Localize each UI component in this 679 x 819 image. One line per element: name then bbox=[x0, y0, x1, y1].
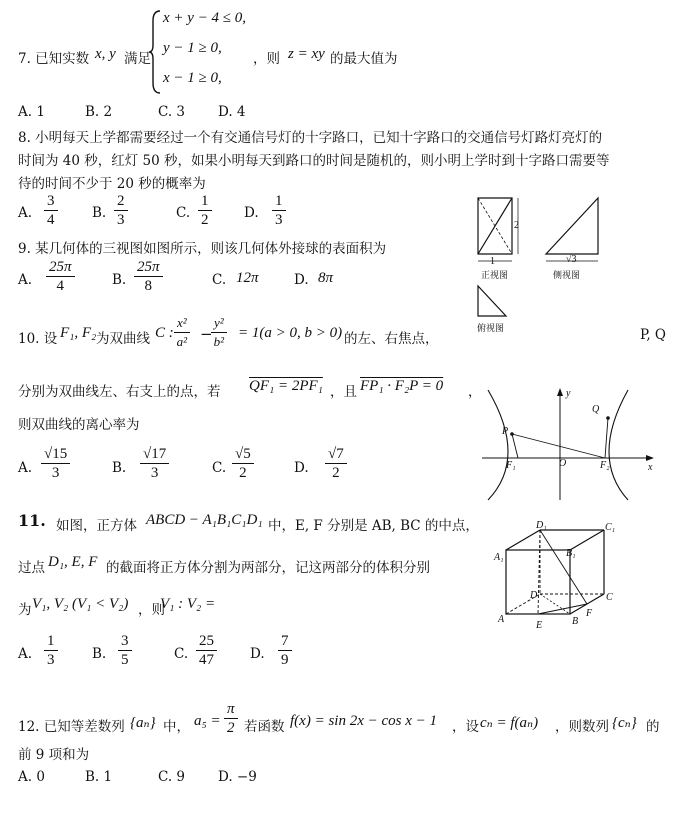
q12-seq: {aₙ} bbox=[130, 715, 156, 731]
q8-line-3: 待的时间不少于 20 秒的概率为 bbox=[18, 176, 206, 192]
q7-tail-then: ，则 bbox=[253, 51, 280, 67]
q11-option-d-fraction: $\frac{7}{9}$ bbox=[278, 632, 292, 669]
q11-volumes: V₁, V₂ (V₁ < V₂) bbox=[32, 596, 129, 612]
q11-line1-a: 如图，正方体 bbox=[56, 518, 137, 534]
q8-option-b-fraction: $\frac{2}{3}$ bbox=[114, 192, 128, 229]
q10-fig-f2: F₂ bbox=[600, 460, 610, 471]
q11-fig-a: A bbox=[498, 614, 505, 625]
q12-a5: a₅ = bbox=[194, 713, 221, 729]
q12-function: f(x) = sin 2x − cos x − 1 bbox=[290, 713, 437, 729]
q11-option-b-label: B. bbox=[92, 646, 107, 662]
q12-then: ，则数列 bbox=[555, 719, 609, 735]
q9-option-a-label: A. bbox=[18, 272, 33, 288]
q11-fig-d1: D₁ bbox=[536, 520, 547, 531]
q8-line-1: 8. 小明每天上学都需要经过一个有交通信号灯的十字路口，已知十字路口的交通信号灯路灯亮灯的 bbox=[18, 130, 603, 146]
q9-side-caption: 侧视图 bbox=[553, 271, 581, 281]
q11-ratio: V₁ : V₂ = bbox=[160, 596, 216, 612]
q8-option-d-fraction: $\frac{1}{3}$ bbox=[272, 192, 286, 229]
q10-minus: − bbox=[200, 325, 213, 343]
q10-hyperbola-figure bbox=[478, 382, 658, 504]
q7-option-b: B. 2 bbox=[85, 104, 113, 120]
q10-eq-rest: = 1(a > 0, b > 0) bbox=[238, 325, 343, 341]
q10-option-d-label: D. bbox=[294, 460, 309, 476]
q10-fig-q: Q bbox=[592, 404, 600, 415]
q11-line2-a: 过点 bbox=[18, 560, 45, 576]
q10-prefix: 10. 设 bbox=[18, 331, 58, 347]
q11-option-c-label: C. bbox=[174, 646, 189, 662]
q11-option-a-label: A. bbox=[18, 646, 33, 662]
q7-constraint-1: x + y − 4 ≤ 0, bbox=[163, 10, 247, 26]
q12-line2: 前 9 项和为 bbox=[18, 747, 90, 763]
q12-let: ，设 bbox=[452, 719, 479, 735]
q10-pq: P, Q bbox=[640, 327, 666, 343]
q11-fig-f: F bbox=[586, 608, 593, 619]
q7-tail-expr: z = xy bbox=[288, 46, 325, 62]
q10-option-b-label: B. bbox=[112, 460, 127, 476]
q10-line2-prefix: 分别为双曲线左、右支上的点，若 bbox=[18, 384, 221, 400]
q12-option-a: A. 0 bbox=[18, 769, 45, 785]
q12-pi-fraction: $\frac{\pi}{2}$ bbox=[224, 700, 238, 737]
q10-vector-eq-1: QF₁ = 2PF₁ bbox=[249, 378, 323, 394]
q11-option-c-fraction: $\frac{25}{47}$ bbox=[196, 632, 217, 669]
q11-number: 11. bbox=[18, 511, 46, 530]
q10-option-b-fraction: $\frac{√17}{3}$ bbox=[140, 445, 169, 482]
q8-option-a-fraction: $\frac{3}{4}$ bbox=[44, 192, 58, 229]
q11-line1-b: 中，E, F 分别是 AB, BC 的中点， bbox=[268, 518, 479, 534]
q7-mid: 满足 bbox=[124, 51, 151, 67]
q9-option-d-value: 8π bbox=[318, 270, 334, 286]
q10-fig-p: P bbox=[502, 426, 509, 437]
q11-fig-b1: B₁ bbox=[566, 548, 576, 559]
q11-points: D₁, E, F bbox=[48, 554, 98, 570]
q8-line-2: 时间为 40 秒，红灯 50 秒，如果小明每天到路口的时间是随机的，则小明上学时到十字路口需要等 bbox=[18, 153, 610, 169]
q9-option-b-label: B. bbox=[112, 272, 127, 288]
q10-option-a-fraction: $\frac{√15}{3}$ bbox=[41, 445, 70, 482]
q10-option-d-fraction: $\frac{√7}{2}$ bbox=[325, 445, 347, 482]
q9-text: 9. 某几何体的三视图如图所示，则该几何体外接球的表面积为 bbox=[18, 241, 387, 257]
q7-vars: x, y bbox=[95, 46, 116, 62]
q8-option-c-fraction: $\frac{1}{2}$ bbox=[198, 192, 212, 229]
q11-fig-c: C bbox=[606, 592, 613, 603]
q9-option-c-value: 12π bbox=[236, 270, 259, 286]
q9-top-view bbox=[472, 282, 512, 322]
q12-option-b: B. 1 bbox=[85, 769, 113, 785]
q10-option-c-fraction: $\frac{√5}{2}$ bbox=[232, 445, 254, 482]
q9-front-view bbox=[472, 192, 532, 267]
q11-cube-figure bbox=[496, 518, 616, 630]
q8-option-b-label: B. bbox=[92, 205, 107, 221]
q11-option-a-fraction: $\frac{1}{3}$ bbox=[44, 632, 58, 669]
q10-fig-o: O bbox=[559, 458, 567, 469]
q10-tail: 的左、右焦点， bbox=[344, 331, 439, 347]
q12-option-c: C. 9 bbox=[158, 769, 186, 785]
q9-option-d-label: D. bbox=[294, 272, 309, 288]
q7-tail-end: 的最大值为 bbox=[330, 51, 398, 67]
q11-line2-b: 的截面将正方体分割为两部分，记这两部分的体积分别 bbox=[106, 560, 430, 576]
q10-fig-f1: F₁ bbox=[506, 460, 516, 471]
q10-line2-end: ， bbox=[468, 384, 482, 400]
q9-option-c-label: C. bbox=[212, 272, 227, 288]
q7-constraint-2: y − 1 ≥ 0, bbox=[163, 40, 222, 56]
q9-top-caption: 俯视图 bbox=[477, 324, 505, 334]
q10-line2-mid: ，且 bbox=[330, 384, 357, 400]
q7-constraint-3: x − 1 ≥ 0, bbox=[163, 70, 222, 86]
q12-func-intro: 若函数 bbox=[244, 719, 285, 735]
q9-dim-width: 1 bbox=[490, 256, 495, 267]
q11-fig-b: B bbox=[572, 616, 579, 627]
q9-dim-height: 2 bbox=[514, 220, 519, 231]
q7-option-c: C. 3 bbox=[158, 104, 186, 120]
q11-fig-d: D bbox=[530, 590, 538, 601]
q10-mid: 为双曲线 bbox=[96, 331, 150, 347]
q9-front-caption: 正视图 bbox=[481, 271, 509, 281]
q12-de: 的 bbox=[646, 719, 660, 735]
q10-x-fraction: $\frac{\text{x²}}{\text{a²}}$ bbox=[174, 314, 190, 351]
q10-option-a-label: A. bbox=[18, 460, 33, 476]
q7-option-a: A. 1 bbox=[18, 104, 45, 120]
q12-option-d: D. −9 bbox=[218, 769, 257, 785]
q12-mid: 中， bbox=[163, 719, 190, 735]
q9-option-a-fraction: $\frac{25\pi}{4}$ bbox=[46, 258, 75, 295]
q11-fig-e: E bbox=[536, 620, 543, 631]
q11-line3-b: ，则 bbox=[138, 602, 165, 618]
q12-cseq: {cₙ} bbox=[612, 715, 637, 731]
q11-fig-a1: A₁ bbox=[494, 552, 504, 563]
q12-cn: cₙ = f(aₙ) bbox=[480, 715, 539, 731]
q9-dim-sqrt: √3 bbox=[566, 254, 577, 265]
q8-option-d-label: D. bbox=[244, 205, 259, 221]
q7-brace bbox=[148, 9, 162, 95]
q8-option-a-label: A. bbox=[18, 205, 33, 221]
q7-prefix: 7. 已知实数 bbox=[18, 51, 90, 67]
q7-option-d: D. 4 bbox=[218, 104, 246, 120]
q10-fig-y: y bbox=[566, 388, 571, 399]
q10-y-fraction: $\frac{\text{y²}}{\text{b²}}$ bbox=[211, 314, 227, 351]
q10-vector-eq-2: FP₁ · F₂P = 0 bbox=[360, 378, 444, 394]
q12-prefix: 12. 已知等差数列 bbox=[18, 719, 125, 735]
q10-line3: 则双曲线的离心率为 bbox=[18, 417, 140, 433]
q9-option-b-fraction: $\frac{25\pi}{8}$ bbox=[134, 258, 163, 295]
q11-option-b-fraction: $\frac{3}{5}$ bbox=[118, 632, 132, 669]
q11-option-d-label: D. bbox=[250, 646, 265, 662]
q10-foci: F₁, F₂ bbox=[60, 325, 97, 341]
q10-curve-name: C : bbox=[155, 325, 174, 341]
q11-line3-a: 为 bbox=[18, 602, 32, 618]
q11-cube-name: ABCD − A₁B₁C₁D₁ bbox=[146, 512, 263, 528]
q10-fig-x: x bbox=[648, 462, 653, 473]
q10-option-c-label: C. bbox=[212, 460, 227, 476]
q11-fig-c1: C₁ bbox=[605, 522, 616, 533]
q8-option-c-label: C. bbox=[176, 205, 191, 221]
